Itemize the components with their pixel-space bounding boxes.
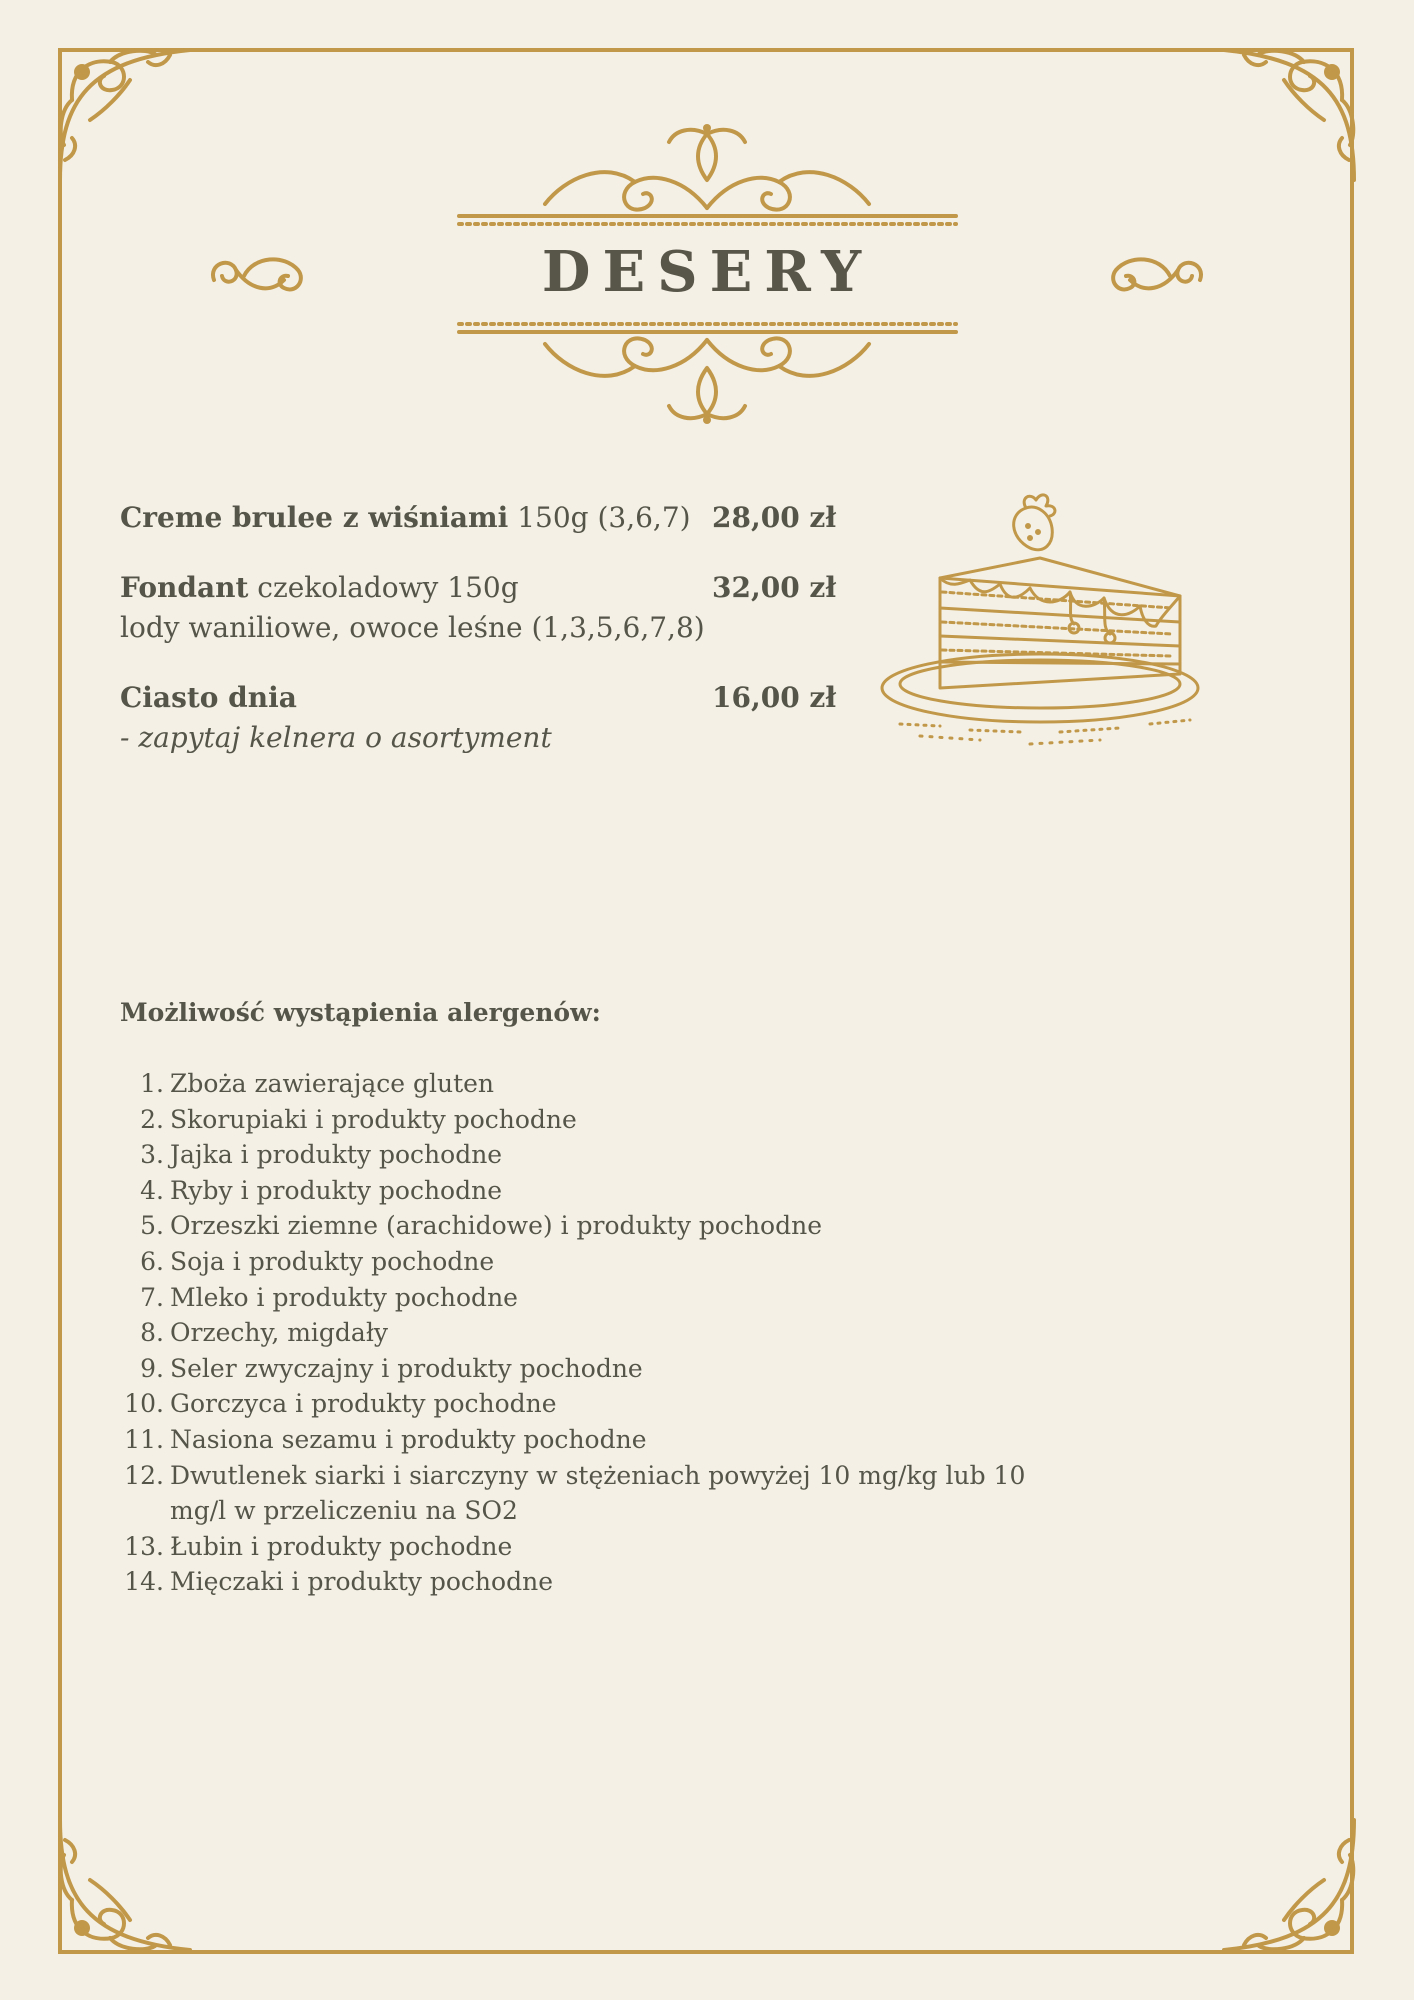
list-item: 14. Mięczaki i produkty pochodne (124, 1567, 553, 1597)
list-item: 7. Mleko i produkty pochodne (140, 1282, 518, 1312)
menu-item-price: 28,00 zł (712, 501, 837, 534)
ornament-corner-icon (1214, 1810, 1364, 1960)
list-item: 12. Dwutlenek siarki i siarczyny w stężeniach powyżej 10 mg/kg lub 10 mg/l w przeliczeniu na SO2 (124, 1460, 1026, 1526)
menu-item-price: 16,00 zł (712, 681, 837, 714)
allergen-section-title: Możliwość wystąpienia alergenów: (120, 998, 601, 1027)
ornament-corner-icon (50, 1810, 200, 1960)
list-item: 1. Zboża zawierające gluten (140, 1069, 495, 1098)
list-item: 5. Orzeszki ziemne (arachidowe) i produkty pochodne (140, 1211, 823, 1241)
list-item: 2. Skorupiaki i produkty pochodne (140, 1104, 577, 1134)
swirl-ornament-icon (1106, 250, 1210, 300)
menu-item-name: Creme brulee z wiśniami (120, 501, 509, 534)
menu-item (120, 568, 840, 648)
ornament-corner-icon (1214, 40, 1364, 190)
list-item: 9. Seler zwyczajny i produkty pochodne (140, 1353, 643, 1383)
dessert-menu-list (120, 498, 840, 788)
menu-item-description: - zapytaj kelnera o asortyment (120, 721, 552, 754)
header-ornament-bottom-icon (455, 318, 960, 428)
list-item: 13. Łubin i produkty pochodne (124, 1531, 513, 1561)
list-item: 4. Ryby i produkty pochodne (140, 1175, 503, 1205)
menu-item-detail: 150g (3,6,7) (508, 501, 691, 534)
ornament-corner-icon (50, 40, 200, 190)
cake-slice-illustration-icon (880, 488, 1216, 768)
menu-item (120, 498, 840, 538)
menu-item-name: Fondant (120, 571, 249, 604)
list-item: 6. Soja i produkty pochodne (140, 1246, 495, 1276)
menu-item (120, 678, 840, 758)
page-title: DESERY (541, 239, 874, 305)
header-ornament-top-icon (455, 120, 960, 230)
menu-item-price: 32,00 zł (712, 571, 837, 604)
list-item: 10. Gorczyca i produkty pochodne (124, 1389, 557, 1419)
list-item: 3. Jajka i produkty pochodne (140, 1140, 503, 1170)
menu-item-name: Ciasto dnia (120, 681, 297, 714)
list-item: 8. Orzechy, migdały (140, 1318, 389, 1348)
allergen-list (120, 1066, 1080, 1600)
menu-item-detail: czekoladowy 150g (248, 571, 519, 604)
swirl-ornament-icon (204, 250, 308, 300)
menu-item-description: lody waniliowe, owoce leśne (1,3,5,6,7,8) (120, 611, 705, 644)
list-item: 11. Nasiona sezamu i produkty pochodne (124, 1424, 647, 1454)
